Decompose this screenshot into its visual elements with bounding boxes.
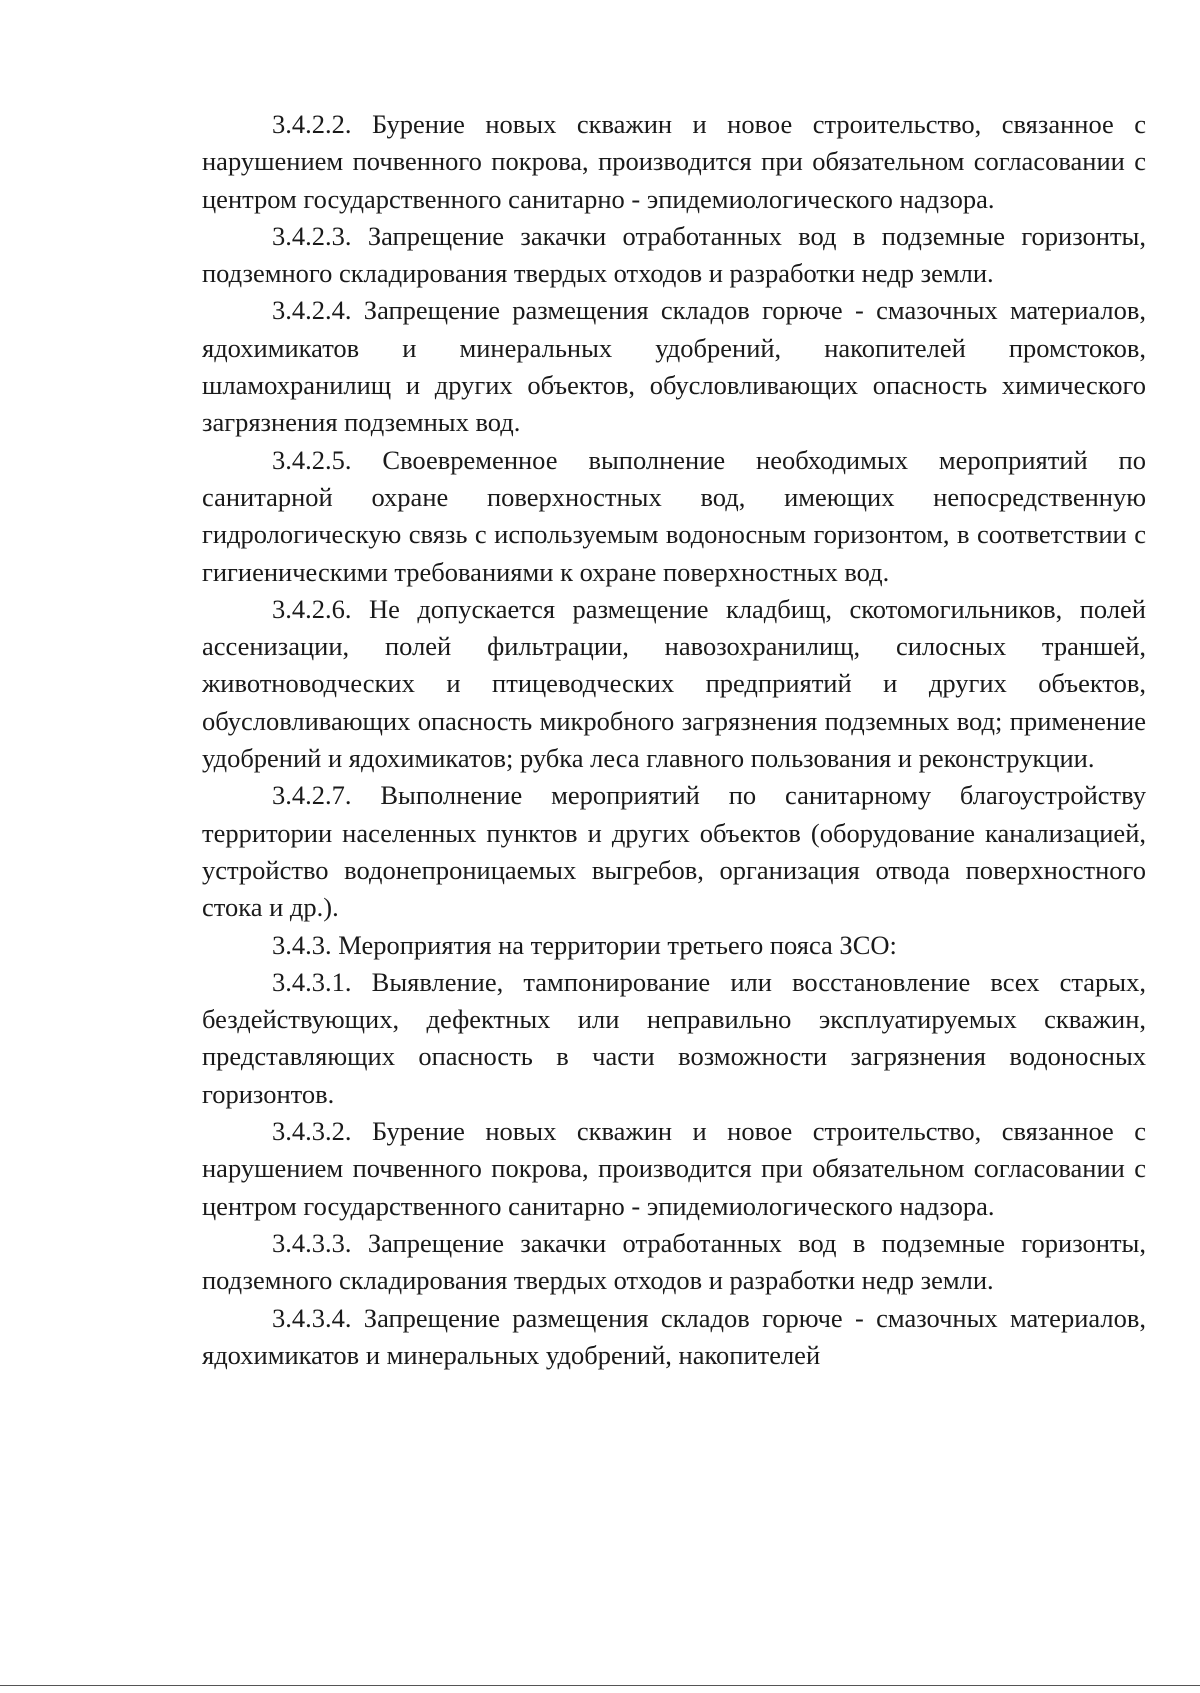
paragraph-3-4-3-3: 3.4.3.3. Запрещение закачки отработанных вод в подземные горизонты, подземного складирования твердых отходов и разработки недр земли.: [202, 1227, 1146, 1296]
paragraph-3-4-2-7: 3.4.2.7. Выполнение мероприятий по санитарному благоустройству территории населенных пунктов и других объектов (оборудование канализацией, устройство водонепроницаемых выгребов, организация отвода поверхностного стока и др.).: [202, 780, 1146, 923]
paragraph-3-4-3-1: 3.4.3.1. Выявление, тампонирование или восстановление всех старых, бездействующих, дефектных или неправильно эксплуатируемых скважин, представляющих опасность в части возможности загрязнения водоносных горизонтов.: [202, 966, 1146, 1109]
paragraph-3-4-3-4: 3.4.3.4. Запрещение размещения складов горюче - смазочных материалов, ядохимикатов и минеральных удобрений, накопителей: [202, 1302, 1146, 1370]
paragraph-3-4-3-2: 3.4.3.2. Бурение новых скважин и новое строительство, связанное с нарушением почвенного покрова, производится при обязательном согласовании с центром государственного санитарно - эпидемиологического надзора.: [202, 1116, 1146, 1221]
paragraph-3-4-2-4: 3.4.2.4. Запрещение размещения складов горюче - смазочных материалов, ядохимикатов и минеральных удобрений, накопителей промстоков, шламохранилищ и других объектов, обусловливающих опасность химического загрязнения подземных вод.: [202, 295, 1146, 438]
section-heading-3-4-3: 3.4.3. Мероприятия на территории третьего пояса ЗСО:: [272, 929, 897, 960]
paragraph-3-4-2-6: 3.4.2.6. Не допускается размещение кладбищ, скотомогильников, полей ассенизации, полей фильтрации, навозохранилищ, силосных траншей, животноводческих и птицеводческих предприятий и других объектов, обусловливающих опасность микробного загрязнения подземных вод; применение удобрений и ядохимикатов; рубка леса главного пользования и реконструкции.: [202, 593, 1146, 774]
paragraph-3-4-2-2: 3.4.2.2. Бурение новых скважин и новое строительство, связанное с нарушением почвенного покрова, производится при обязательном согласовании с центром государственного санитарно - эпидемиологического надзора.: [202, 109, 1146, 214]
paragraph-3-4-2-3: 3.4.2.3. Запрещение закачки отработанных вод в подземные горизонты, подземного складирования твердых отходов и разработки недр земли.: [202, 220, 1146, 289]
paragraph-3-4-2-5: 3.4.2.5. Своевременное выполнение необходимых мероприятий по санитарной охране поверхностных вод, имеющих непосредственную гидрологическую связь с используемым водоносным горизонтом, в соответствии с гигиеническими требованиями к охране поверхностных вод.: [202, 444, 1146, 587]
page-bottom-rule: [0, 1685, 1200, 1686]
document-body: [202, 106, 1146, 1374]
